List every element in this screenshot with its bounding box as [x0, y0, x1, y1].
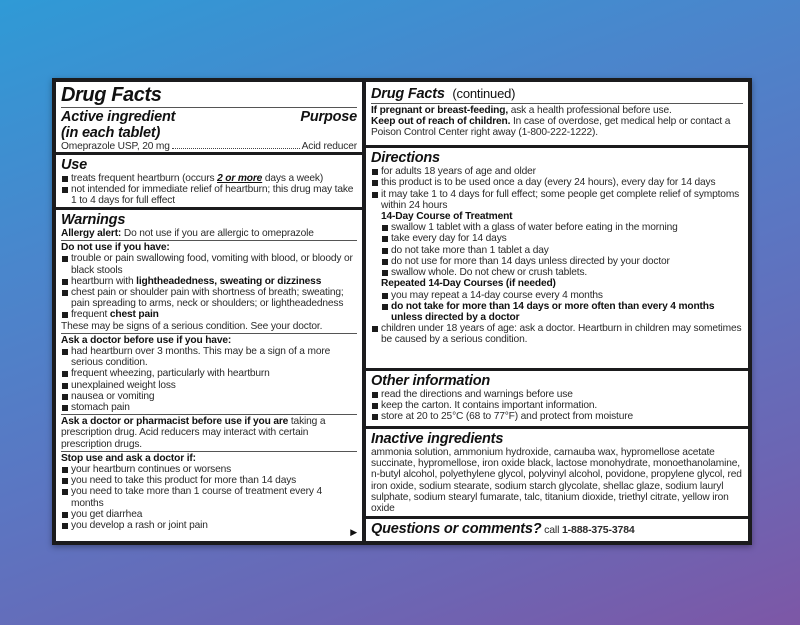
- continued-section: [366, 82, 748, 145]
- pharmacist-warning: Ask a doctor or pharmacist before use if you are taking a prescription drug. Acid reducers may interact with certain prescription drugs.: [61, 416, 326, 450]
- do-not-use-item: trouble or pain swallowing food, vomiting with blood, or bloody or black stools: [61, 253, 357, 275]
- left-column: [56, 82, 362, 541]
- directions-item: it may take 1 to 4 days for full effect; some people get complete relief of symptoms within 24 hours: [371, 189, 743, 211]
- do-not-use-note: These may be signs of a serious condition. See your doctor.: [61, 320, 323, 332]
- do-not-use-header: Do not use if you have:: [61, 242, 170, 254]
- continue-arrow-icon: ▶: [350, 526, 357, 537]
- stop-use-item: you need to take more than 1 course of treatment every 4 months: [61, 486, 357, 508]
- active-ingredient-header-row: [61, 109, 357, 141]
- ask-doctor-header: Ask a doctor before use if you have:: [61, 334, 232, 346]
- ingredient-purpose: Acid reducer: [301, 141, 357, 152]
- warnings-header: Warnings: [61, 212, 126, 228]
- active-ingredient-section: [56, 82, 362, 152]
- inactive-ingredients-header: Inactive ingredients: [371, 431, 504, 447]
- inactive-ingredients-text: ammonia solution, ammonium hydroxide, carnauba wax, hypromellose acetate succinate, hypromellose, iron oxide black, lactose monohydrate, monoethanolamine, n-butyl alcohol, polyethylene glycol, polyvinyl alcohol, povidone, propylene glycol, red iron oxide, sodium stearate, sodium starch glycolate, shellac glaze, sodium lauryl sulphate, sodium stearyl fumarate, talc, titanium dioxide, triethyl citrate, yellow iron oxide: [371, 447, 742, 515]
- course-item: take every day for 14 days: [381, 233, 743, 244]
- other-information-item: read the directions and warnings before use: [371, 389, 743, 400]
- ask-doctor-item: stomach pain: [61, 402, 357, 413]
- course-item: swallow 1 tablet with a glass of water before eating in the morning: [381, 222, 743, 233]
- pregnancy-warning: If pregnant or breast-feeding, ask a health professional before use.: [371, 105, 672, 116]
- use-item: treats frequent heartburn (occurs 2 or more days a week): [61, 173, 357, 184]
- divider: [61, 414, 357, 415]
- divider: [61, 107, 357, 108]
- questions-section: [366, 519, 748, 541]
- use-item: not intended for immediate relief of heartburn; this drug may take 1 to 4 days for full effect: [61, 184, 357, 206]
- course-header: 14-Day Course of Treatment: [381, 211, 513, 223]
- active-ingredient-header: Active ingredient: [61, 109, 176, 125]
- inactive-ingredients-section: [366, 429, 748, 516]
- warnings-section: [56, 210, 362, 541]
- stop-use-item: you need to take this product for more than 14 days: [61, 475, 357, 486]
- divider: [61, 451, 357, 452]
- repeat-course-header: Repeated 14-Day Courses (if needed): [381, 278, 556, 290]
- other-information-item: store at 20 to 25°C (68 to 77°F) and protect from moisture: [371, 411, 743, 422]
- ask-doctor-item: had heartburn over 3 months. This may be a sign of a more serious condition.: [61, 346, 357, 368]
- ask-doctor-item: nausea or vomiting: [61, 391, 357, 402]
- use-section: [56, 155, 362, 207]
- directions-children-item: children under 18 years of age: ask a doctor. Heartburn in children may sometimes be caused by a serious condition.: [371, 323, 743, 345]
- questions-header: Questions or comments?: [371, 521, 542, 538]
- stop-use-item: you get diarrhea: [61, 509, 357, 520]
- continued-title: Drug Facts (continued): [371, 86, 516, 102]
- other-information-section: [366, 371, 748, 426]
- dot-leader: [172, 148, 300, 149]
- course-item: do not take more than 1 tablet a day: [381, 245, 743, 256]
- drug-facts-title: Drug Facts: [61, 84, 162, 106]
- use-header: Use: [61, 157, 87, 173]
- divider: [61, 240, 357, 241]
- stop-use-item: your heartburn continues or worsens: [61, 464, 357, 475]
- stop-use-item: you develop a rash or joint pain: [61, 520, 357, 531]
- divider: [371, 103, 743, 104]
- ask-doctor-item: frequent wheezing, particularly with heartburn: [61, 368, 357, 379]
- directions-section: [366, 148, 748, 367]
- other-information-item: keep the carton. It contains important information.: [371, 400, 743, 411]
- children-warning: Keep out of reach of children. In case of overdose, get medical help or contact a Poison Control Center right away (1-800-222-1222).: [371, 116, 731, 139]
- active-ingredient-subheader: (in each tablet): [61, 125, 161, 141]
- ingredient-row: [61, 141, 357, 152]
- ingredient-name: Omeprazole USP, 20 mg: [61, 141, 170, 152]
- divider: [61, 333, 357, 334]
- repeat-course-item: you may repeat a 14-day course every 4 months: [381, 290, 743, 301]
- call-label: call: [544, 524, 560, 537]
- directions-item: for adults 18 years of age and older: [371, 166, 743, 177]
- course-item: do not use for more than 14 days unless directed by your doctor: [381, 256, 743, 267]
- do-not-use-item: heartburn with lightheadedness, sweating or dizziness: [61, 276, 357, 287]
- drug-facts-label: [52, 78, 752, 545]
- directions-header: Directions: [371, 150, 440, 167]
- purpose-header: Purpose: [300, 109, 357, 125]
- do-not-use-item: chest pain or shoulder pain with shortness of breath; sweating; pain spreading to arms, neck or shoulders; or lightheadedness: [61, 287, 357, 309]
- do-not-use-item: frequent chest pain: [61, 309, 357, 320]
- right-column: [366, 82, 748, 541]
- ask-doctor-item: unexplained weight loss: [61, 380, 357, 391]
- emphasis-text: 2 or more: [217, 173, 263, 184]
- allergy-alert: Allergy alert: Do not use if you are allergic to omeprazole: [61, 228, 314, 239]
- course-item: swallow whole. Do not chew or crush tablets.: [381, 267, 743, 278]
- other-information-header: Other information: [371, 372, 491, 389]
- directions-item: this product is to be used once a day (every 24 hours), every day for 14 days: [371, 177, 743, 188]
- phone-number: 1-888-375-3784: [561, 524, 635, 537]
- stop-use-header: Stop use and ask a doctor if:: [61, 452, 196, 464]
- repeat-course-item: do not take for more than 14 days or more often than every 4 months unless directed by a doctor: [381, 301, 743, 323]
